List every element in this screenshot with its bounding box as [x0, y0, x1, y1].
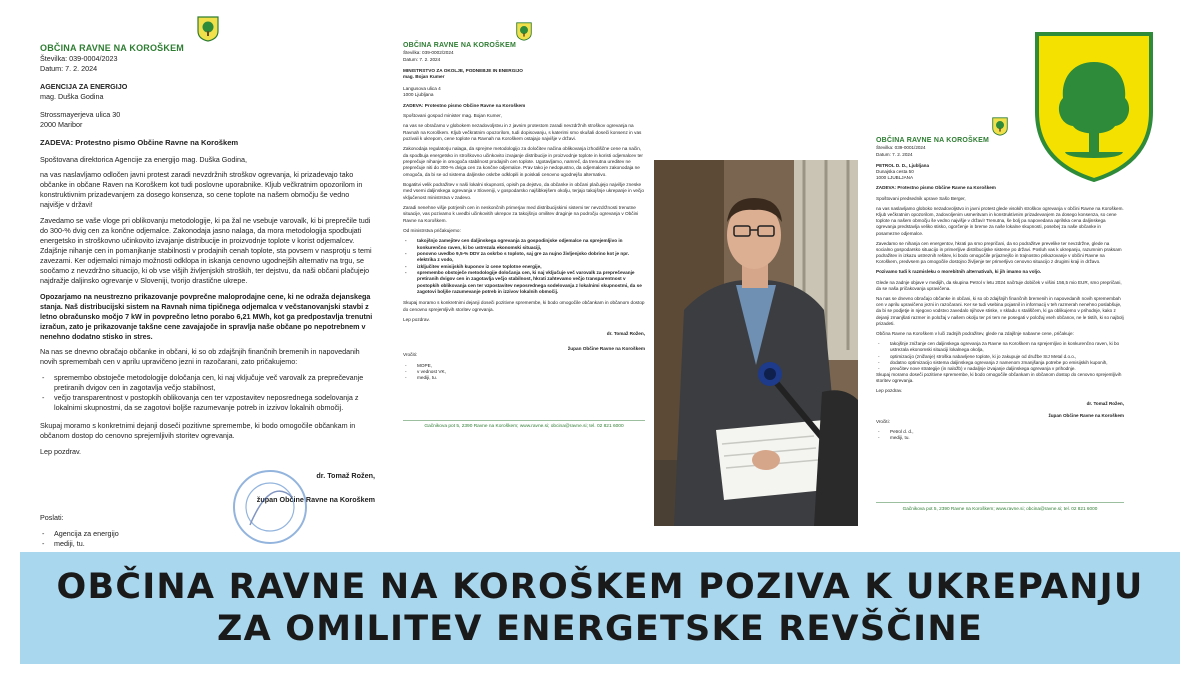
municipality-name: OBČINA RAVNE NA KOROŠKEM	[403, 42, 517, 49]
letter-footer: Gačnikova pot 5, 2390 Ravne na Koroškem; www.ravne.si; obcina@ravne.si; tel. 02 821 6000	[876, 502, 1124, 512]
municipal-seal-icon	[992, 117, 1008, 136]
list-item: - večjo transparentnost v postopkih oblikovanja cen ter vzpostavitev neposrednega sodelovanja z lokalnimi skupnostmi, da se zagotovi boljše razumevanje potreb in izzivov lokalnih območij.	[40, 393, 375, 413]
paragraph: Glede na zadnje objave v medijih, da skupina Petrol v letu 2024 načrtuje dobiček v višini 156,5 mio EUR, smo prepričani, da se naša pričakovanja upravičena.	[876, 279, 1122, 291]
paragraph: Zakonodaja regulatorju nalaga, da sprejme metodologijo za določitev načina oblikovanja izhodiščne cene na način, da spodbuja energetsko in stroškovno učinkovito izvajanje distribucije in proizvodnje toplote in koristi odjemalcev ter preprečuje nihanje in omogoča stabilnost prodajnih cen toplote. Ugotavljamo, namreč, da trenutna ureditev ne preprečuje niti do 300-% dviga cen za končne odjemalce. Prav tako je nedopustno, da odjemalcem zakonodaja ne omogoča, da bi se od sistema daljinske oskrbe odklopili in poiskali cenovno ugodnejšo alternativo.	[403, 146, 643, 177]
paragraph: Zavedamo se nihanja cen energentov, hkrati pa smo prepričani, da so podražitve prevelike ter nevzdržne, glede na socialno gospodarsko situacijo in primerljive distribucijske sisteme po državi. Posluh vas k ukrepanju, razumnim praksam podražitev in izkazu ustreznih rešitev, ki bodo omogočile prijaznejšo in trajnostno prikazovanje v občini Ravne na Koroškem, predvsem pa omogočile dostojno življenje ter primerljivo cenovno situacijo z drugimi kraji in državo.	[876, 240, 1122, 265]
paragraph: Na nas se dnevno obračajo občanke in občani, ki so ob zdajšnjih finančnih bremenih in napovedanih novih spremembah cen v aprilu upravičeno jezni in razočarani. Ker se tudi vsebina pojasnil in informacij v teh razmerah nenehno poslabšuje, da bi se podjetje in njegovo vodstvo zavedalo njihove stiske, v skladu s stališčem, ki ga oblikujemo v prihodnje, kako z dejanji zmanjšati razmer in položaj v našem okolju ter pri tem ne posegati v položaj vseh občanov, ne le tistih, ki so najbolj prizadeti.	[876, 296, 1124, 326]
sent-to-item: - v vednost VK,	[403, 369, 645, 375]
signature-title: župan Občine Ravne na Koroškem	[567, 345, 645, 351]
letter-subject: ZADEVA: Protestno pismo Občine Ravne na Koroškem	[876, 185, 996, 191]
document-number: Številka: 039-0001/2024	[876, 145, 926, 151]
letter-agencija-za-energijo	[30, 10, 385, 550]
letter-subject: ZADEVA: Protestno pismo Občine Ravne na Koroškem	[40, 138, 239, 148]
paragraph: na vas naslavljamo odločen javni protest zaradi nevzdržnih stroškov ogrevanja, ki prizadevajo tako občanke in občane Raven na Koroškem kot tudi poslovne uporabnike. Kljub večkratnim opozorilom in konstruktivnim prizadevanjem za dosego konsenza, so cene toplote na našem območju še vedno najvišje v državi!	[40, 170, 363, 210]
paragraph: Skupaj moramo s konkretnimi dejanji doseči pozitivne spremembe, ki bodo omogočile občankam in občanom dostop do cenovno sprejemljivih storitev ogrevanja.	[403, 300, 645, 312]
document-date: Datum: 7. 2. 2024	[40, 64, 98, 74]
document-date: Datum: 7. 2. 2024	[876, 151, 913, 157]
document-number: Številka: 039-0004/2023	[40, 54, 118, 64]
sent-to-label: Vročiti:	[403, 352, 418, 358]
recipient-line: mag. Bojan Kumer	[403, 74, 445, 80]
municipality-name: OBČINA RAVNE NA KOROŠKEM	[40, 43, 184, 53]
list-item: - takojšnjo zamejitev cen daljinskega ogrevanja za gospodinjske odjemalce na sprejemljivo in konkurenčno raven, ki bo ustrezala ekonomski situaciji,	[403, 238, 645, 251]
recipient-line: 1000 LJUBLJANA	[876, 175, 914, 181]
list-item: - izključitev emisijskih kuponov iz cene toplotne energije,	[403, 264, 645, 270]
recipient-line: Langusova ulica 4	[403, 85, 441, 91]
list-item: - spremembo obstoječe metodologije določanja cen, ki naj vključuje več varovalk za preprečevanje pretiranih dvigov cen in zagotavlja večjo stabilnost, hkrati zahtevamo večjo transparentnost v postopkih oblikovanja cen ter vzpostavitev neposrednega sodelovanja z lokalnimi skupnostmi, da se zagotovi boljše razumevanje potreb in izzivov lokalnih območij.	[403, 270, 645, 295]
headline-line-1: OBČINA RAVNE NA KOROŠKEM POZIVA K UKREPANJU	[56, 567, 1144, 607]
expectation-label: Od ministrstva pričakujemo:	[403, 228, 461, 233]
paragraph-bold: Opozarjamo na neustrezno prikazovanje povprečne maloprodajne cene, ki ne odraža dejanskega stanja. Naš distribucijski sistem na Ravnah nima tipičnega odjemalca v večstanovanjski stavbi z letno obračunsko močjo 7 kW in povprečno letno porabo 6,21 MWh, kot ga predpostavlja trenutni izračun, zato je prikazovanje takšne cene zavajajoče in spravlja naše občane po nepotrebnem v nenehno dodatno stisko in stres.	[40, 291, 373, 341]
mayor-interview-photo	[654, 160, 858, 526]
sent-to-item: - Agencija za energijo	[40, 529, 375, 539]
list-item: - ponovno uvedbo 9,5-% DDV za oskrbo s toploto, saj gre za nujno življenjsko dobrino kot je npr. elektrika z vodo,	[403, 251, 645, 264]
recipient-line: Strossmayerjeva ulica 30	[40, 110, 121, 120]
municipal-seal-icon	[197, 16, 219, 42]
expectation-label: Občina Ravne na Koroškem v luči zadnjih podražitev, glede na zdajšnje nabavne cene, pričakuje:	[876, 330, 1074, 336]
municipality-name: OBČINA RAVNE NA KOROŠKEM	[876, 137, 990, 144]
signature-title: župan Občine Ravne na Koroškem	[256, 494, 375, 504]
signature-title: župan Občine Ravne na Koroškem	[1048, 412, 1124, 418]
sent-to-item: - Petrol d. d.,	[876, 429, 1124, 435]
list-item: - preučitev nove strategije (in naložb) v nadaljnje izvajanje daljinskega ogrevanja v prihodnje.	[876, 366, 1124, 372]
paragraph: Na nas se dnevno obračajo občanke in občani, ki so ob zdajšnjih finančnih bremenih in napovedanih novih spremembah cen v aprilu upravičeno jezni in razočarani, zato pričakujemo:	[40, 347, 360, 367]
paragraph: Bogatitvi velik podražitev v naši lokalni skupnosti, opisih pa dejstvo, da občanke in občani plačujejo najvišje zneske med vsemi daljinskega ogrevanja v Sloveniji, v gospodarsko najšibkejšem okolju, terjajo takojšnje ukrepanje in večjo vključenost ministrstva v zadevo.	[403, 181, 645, 200]
signature-name: dr. Tomaž Rožen,	[606, 331, 645, 337]
coat-of-arms-icon	[1035, 32, 1153, 182]
document-number: Številka: 039-0002/2024	[403, 50, 454, 56]
document-date: Datum: 7. 2. 2024	[403, 56, 441, 62]
closing: Lep pozdrav.	[876, 388, 903, 394]
closing: Lep pozdrav.	[40, 446, 82, 456]
signature-name: dr. Tomaž Rožen,	[1086, 400, 1124, 406]
recipient-line: MINISTRSTVO ZA OKOLJE, PODNEBJE IN ENERGIJO	[403, 68, 523, 74]
closing: Lep pozdrav.	[403, 317, 430, 323]
recipient-line: 1000 Ljubljana	[403, 92, 434, 98]
paragraph: na vas se obračamo v globokem nezadovoljstvu in z javnim protestom zaradi nevzdržnih stroškov ogrevanja na Ravnah na Koroškem. Kljub večkratnim opozorilom, tudi dopisovanju, s katerimi smo skušali doseči konsenz in vas pozivali k ukrepom, cene toplote na Ravnah na Koroškem ostajajo najvišje v državi.	[403, 123, 642, 141]
letter-subject: ZADEVA: Protestno pismo Občine Ravne na Koroškem	[403, 102, 526, 108]
recipient-line: PETROL D. D., Ljubljana	[876, 162, 930, 168]
salutation: Spoštovana direktorica Agencije za energijo mag. Duška Godina,	[40, 154, 247, 164]
sent-to-label: Vročiti:	[876, 419, 890, 424]
salutation: Spoštovani predsednik uprave Sašo Berger,	[876, 195, 966, 201]
signature-name: dr. Tomaž Rožen,	[316, 470, 375, 480]
letter-ministrstvo	[393, 18, 655, 438]
paragraph-bold: Pozivamo tudi k razmisleku o morebitnih alternativah, ki jih imamo na voljo.	[876, 269, 1042, 275]
recipient-line: mag. Duška Godina	[40, 92, 104, 102]
paragraph: Zaradi nenehne višje potrjenih cen in neskončnih primerjav med distribucijskimi sistemi ter nevzdržnosti trenutne situacije, vas pozivamo k uvedbi učinkovitih ukrepov za takojšnjo omilitev draginje na področju ogrevanja v Občini Ravne na Koroškem.	[403, 204, 639, 223]
letter-footer: Gačnikova pot 5, 2390 Ravne na Koroškem; www.ravne.si; obcina@ravne.si; tel. 02 821 6000	[403, 420, 645, 430]
paragraph: na vas naslavljamo globoko nezadovoljstvo in javni protest glede visokih stroškov ogrevanja v občini Ravne na Koroškem. Kljub večkratnim opozorilom, zadovoljenim usmeritvam in konstruktivnim prizadevanjem za dosego konsenza, so cene toplote na našem območju še vedno najvišje v državi! Trenutna, še bolj pa napovedana aprilska cena daljinskega ogrevanja predstavlja veliko stisko, ogorčenje in breme za naše lokalne skupnosti, posebej za naše občanke in posamezne odjemalce.	[876, 205, 1124, 236]
headline-line-2: ZA OMILITEV ENERGETSKE REVŠČINE	[217, 609, 983, 649]
recipient-line: AGENCIJA ZA ENERGIJO	[40, 82, 128, 92]
paragraph: Skupaj moramo s konkretnimi dejanji doseči pozitivne spremembe, ki bodo omogočile občankam in občanom dostop do cenovno sprejemljivih storitev ogrevanja.	[40, 421, 356, 440]
headline-banner	[20, 552, 1180, 664]
list-item: - optimizacijo (znižanje) stroška nabavljene toplote, ki jo zakupuje od družbe SIJ Metal d.o.o.,	[876, 354, 1124, 360]
salutation: Spoštovani gospod minister mag. Bojan Kumer,	[403, 112, 502, 118]
paragraph: Skupaj moramo doseči pozitivne spremembe, ki bodo omogočile občankam in občanom dostop do cenovno sprejemljivih storitev ogrevanja.	[876, 372, 1122, 384]
recipient-line: Dunajska cesta 50	[876, 169, 914, 174]
sent-to-item: - mediji, tu.	[403, 375, 645, 381]
mayor-photo-illustration	[654, 160, 858, 526]
sent-to-item: - mediji, tu.	[40, 539, 375, 549]
list-item: - spremembo obstoječe metodologije določanja cen, ki naj vključuje več varovalk za preprečevanje pretiranih dvigov cen in zagotavlja večjo stabilnost,	[40, 373, 375, 393]
list-item: - takojšnje znižanje cen daljinskega ogrevanja za Ravne na Koroškem na sprejemljivo in konkurenčno raven, ki bo ustrezala ekonomski situaciji lokalnega okolja,	[876, 341, 1124, 353]
sent-to-item: - MOPE,	[403, 363, 645, 369]
sent-to-label: Poslati:	[40, 512, 64, 522]
list-item: - dodatno optimizacijo sistema daljinskega ogrevanja z namenom zmanjšanja potrebe po emisijskih kuponih,	[876, 360, 1124, 366]
recipient-line: 2000 Maribor	[40, 120, 83, 130]
sent-to-item: - mediji, tu.	[876, 435, 1124, 441]
paragraph: Zavedamo se vaše vloge pri oblikovanju metodologije, ki pa žal ne vsebuje varovalk, ki bi preprečile tudi do 300-% dvig cen za končne odjemalce. Zakonodaja jasno nalaga, da mora metodologija spodbujati energetsko in stroškovno učinkovito izvajanje distribucije in proizvodnje toplote v korist odjemalcev. Zdajšnje nihanje cen in pomanjkanje stabilnosti v prodajnih cenah toplote, sta povsem v nasprotju s temi zavezami. Ker odjemalci nimajo možnosti odklopa in iskanja cenovno ugodnejših alternativ na trgu, se soočamo z nevzdržno situacijo, ki ob vse višjih življenjskih stroških, ter dejstvu, da naši občani plačujejo najdražje daljinsko ogrevanje v Sloveniji, tvorijo drastične ukrepe.	[40, 216, 372, 285]
municipal-seal-icon	[516, 22, 532, 41]
